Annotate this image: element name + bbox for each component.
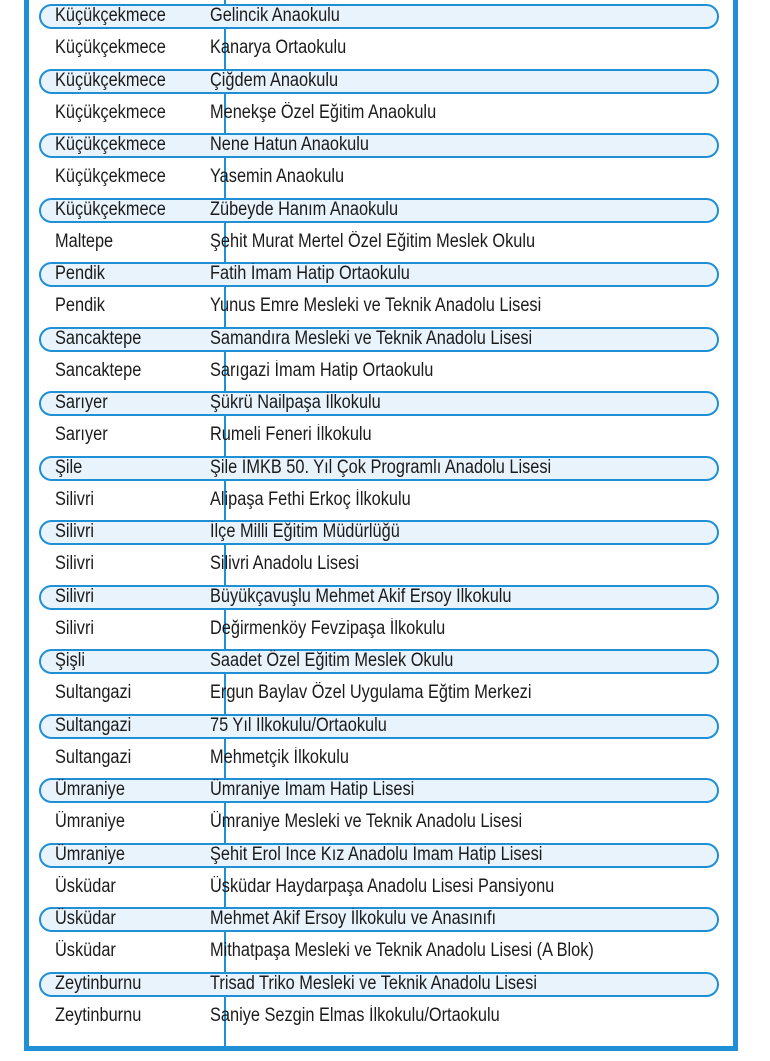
school-list-table: [24, 0, 738, 1051]
table-row: [29, 290, 733, 322]
district-cell: Küçükçekmece: [55, 5, 166, 27]
school-cell: Şehit Murat Mertel Özel Eğitim Meslek Okulu: [210, 230, 536, 252]
district-cell: Silivri: [55, 553, 95, 575]
school-cell: Şehit Erol İnce Kız Anadolu İmam Hatip Lisesi: [210, 843, 543, 865]
district-cell: Küçükçekmece: [55, 166, 166, 188]
school-cell: Ümraniye İmam Hatip Lisesi: [210, 779, 415, 801]
table-row: [29, 806, 733, 838]
school-cell: Menekşe Özel Eğitim Anaokulu: [210, 101, 437, 123]
district-cell: Küçükçekmece: [55, 101, 166, 123]
table-row: [29, 355, 733, 387]
district-cell: Maltepe: [55, 230, 114, 252]
table-row: [29, 194, 733, 226]
table-row: [29, 97, 733, 129]
table-row: [29, 484, 733, 516]
table-row: [29, 452, 733, 484]
district-cell: Ümraniye: [55, 811, 125, 833]
table-body: [29, 0, 733, 1032]
school-cell: Gelincik Anaokulu: [210, 5, 340, 27]
table-row: [29, 258, 733, 290]
table-row: [29, 581, 733, 613]
district-cell: Sultangazi: [55, 682, 132, 704]
table-row: [29, 0, 733, 32]
table-row: [29, 129, 733, 161]
district-cell: Silivri: [55, 521, 95, 543]
school-cell: Kanarya Ortaokulu: [210, 37, 347, 59]
district-cell: Silivri: [55, 585, 95, 607]
school-cell: Büyükçavuşlu Mehmet Akif Ersoy İlkokulu: [210, 585, 512, 607]
district-cell: Küçükçekmece: [55, 37, 166, 59]
table-row: [29, 968, 733, 1000]
school-cell: Alipaşa Fethi Erkoç İlkokulu: [210, 488, 411, 510]
district-cell: Sarıyer: [55, 392, 108, 414]
school-cell: Mithatpaşa Mesleki ve Teknik Anadolu Lisesi (A Blok): [210, 940, 594, 962]
district-cell: Sarıyer: [55, 424, 108, 446]
table-row: [29, 516, 733, 548]
district-cell: Şile: [55, 456, 83, 478]
table-row: [29, 161, 733, 193]
school-cell: Mehmet Akif Ersoy İlkokulu ve Anasınıfı: [210, 908, 497, 930]
school-cell: Üsküdar Haydarpaşa Anadolu Lisesi Pansiyonu: [210, 875, 555, 897]
school-cell: İlçe Milli Eğitim Müdürlüğü: [210, 521, 400, 543]
district-cell: Üsküdar: [55, 940, 116, 962]
district-cell: Pendik: [55, 263, 105, 285]
table-row: [29, 65, 733, 97]
district-cell: Ümraniye: [55, 779, 125, 801]
school-cell: Yunus Emre Mesleki ve Teknik Anadolu Lisesi: [210, 295, 542, 317]
district-cell: Üsküdar: [55, 875, 116, 897]
table-row: [29, 710, 733, 742]
district-cell: Üsküdar: [55, 908, 116, 930]
school-cell: Zübeyde Hanım Anaokulu: [210, 198, 399, 220]
school-cell: Saniye Sezgin Elmas İlkokulu/Ortaokulu: [210, 1004, 500, 1026]
school-cell: Ergun Baylav Özel Uygulama Eğtim Merkezi: [210, 682, 532, 704]
district-cell: Silivri: [55, 488, 95, 510]
table-row: [29, 903, 733, 935]
district-cell: Pendik: [55, 295, 105, 317]
school-cell: 75 Yıl İlkokulu/Ortaokulu: [210, 714, 387, 736]
table-row: [29, 226, 733, 258]
school-cell: Çiğdem Anaokulu: [210, 69, 339, 91]
table-row: [29, 613, 733, 645]
school-cell: Rumeli Feneri İlkokulu: [210, 424, 372, 446]
district-cell: Ümraniye: [55, 843, 125, 865]
district-cell: Küçükçekmece: [55, 134, 166, 156]
district-cell: Küçükçekmece: [55, 69, 166, 91]
district-cell: Sultangazi: [55, 714, 132, 736]
school-cell: Ümraniye Mesleki ve Teknik Anadolu Lisesi: [210, 811, 523, 833]
district-cell: Zeytinburnu: [55, 1004, 142, 1026]
school-cell: Trisad Triko Mesleki ve Teknik Anadolu Lisesi: [210, 972, 537, 994]
district-cell: Şişli: [55, 650, 85, 672]
school-cell: Saadet Özel Eğitim Meslek Okulu: [210, 650, 454, 672]
school-cell: Nene Hatun Anaokulu: [210, 134, 369, 156]
school-cell: Sarıgazi İmam Hatip Ortaokulu: [210, 359, 434, 381]
table-row: [29, 323, 733, 355]
district-cell: Küçükçekmece: [55, 198, 166, 220]
school-cell: Fatih İmam Hatip Ortaokulu: [210, 263, 410, 285]
table-row: [29, 742, 733, 774]
table-row: [29, 1000, 733, 1032]
table-row: [29, 677, 733, 709]
table-row: [29, 645, 733, 677]
table-row: [29, 871, 733, 903]
table-row: [29, 548, 733, 580]
table-row: [29, 419, 733, 451]
school-cell: Samandıra Mesleki ve Teknik Anadolu Lisesi: [210, 327, 533, 349]
district-cell: Zeytinburnu: [55, 972, 142, 994]
school-cell: Değirmenköy Fevzipaşa İlkokulu: [210, 617, 446, 639]
school-cell: Şükrü Nailpaşa İlkokulu: [210, 392, 381, 414]
table-row: [29, 774, 733, 806]
table-row: [29, 32, 733, 64]
school-cell: Yasemin Anaokulu: [210, 166, 345, 188]
school-cell: Şile İMKB 50. Yıl Çok Programlı Anadolu Lisesi: [210, 456, 552, 478]
district-cell: Silivri: [55, 617, 95, 639]
table-row: [29, 387, 733, 419]
school-cell: Silivri Anadolu Lisesi: [210, 553, 359, 575]
table-row: [29, 839, 733, 871]
table-row: [29, 935, 733, 967]
district-cell: Sancaktepe: [55, 327, 142, 349]
district-cell: Sancaktepe: [55, 359, 142, 381]
district-cell: Sultangazi: [55, 746, 132, 768]
school-cell: Mehmetçik İlkokulu: [210, 746, 349, 768]
